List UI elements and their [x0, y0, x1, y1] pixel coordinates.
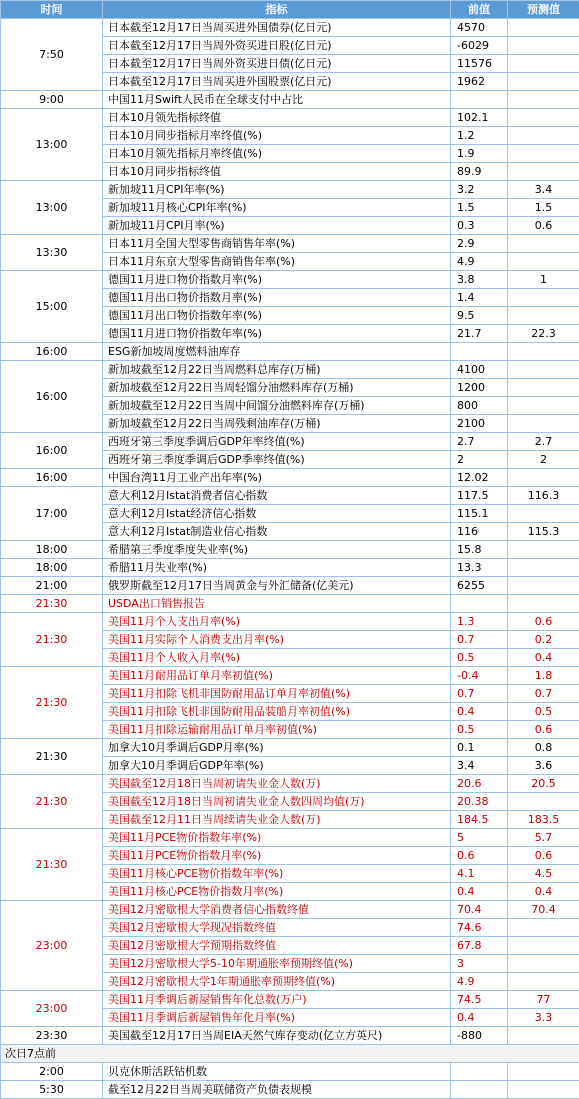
previous-value: 1200	[451, 379, 508, 397]
indicator-name: 加拿大10月季调后GDP月率(%)	[103, 739, 451, 757]
indicator-name: 贝克休斯活跃钻机数	[103, 1063, 451, 1081]
forecast-value: 0.7	[508, 685, 579, 703]
event-time: 23:00	[1, 991, 103, 1027]
table-row	[1, 595, 579, 613]
indicator-name: 美国截至12月18日当周初请失业金人数(万)	[103, 775, 451, 793]
indicator-name: 美国11月核心PCE物价指数月率(%)	[103, 883, 451, 901]
previous-value: 1.2	[451, 127, 508, 145]
table-row	[1, 487, 579, 505]
table-row	[1, 181, 579, 199]
previous-value: 0.4	[451, 883, 508, 901]
event-time: 23:30	[1, 1027, 103, 1045]
event-time: 16:00	[1, 469, 103, 487]
previous-value	[451, 91, 508, 109]
indicator-name: 美国11月PCE物价指数月率(%)	[103, 847, 451, 865]
indicator-name: 美国11月耐用品订单月率初值(%)	[103, 667, 451, 685]
previous-value: 3	[451, 955, 508, 973]
forecast-value	[508, 163, 579, 181]
indicator-name: 日本11月全国大型零售商销售年率(%)	[103, 235, 451, 253]
indicator-name: 新加坡截至12月22日当周燃料总库存(万桶)	[103, 361, 451, 379]
indicator-name: 美国11月个人收入月率(%)	[103, 649, 451, 667]
indicator-name: 美国12月密歇根大学1年期通胀率预期终值(%)	[103, 973, 451, 991]
previous-value: 15.8	[451, 541, 508, 559]
indicator-name: 新加坡11月核心CPI年率(%)	[103, 199, 451, 217]
previous-value: 4.9	[451, 973, 508, 991]
indicator-name: 日本10月同步指标月率终值(%)	[103, 127, 451, 145]
forecast-value	[508, 793, 579, 811]
previous-value: 11576	[451, 55, 508, 73]
previous-value: 1962	[451, 73, 508, 91]
forecast-value	[508, 973, 579, 991]
event-time: 16:00	[1, 361, 103, 433]
forecast-value	[508, 73, 579, 91]
previous-value: 4570	[451, 19, 508, 37]
table-row	[1, 739, 579, 757]
indicator-name: 中国台湾11月工业产出年率(%)	[103, 469, 451, 487]
indicator-name: 德国11月出口物价指数月率(%)	[103, 289, 451, 307]
forecast-value	[508, 397, 579, 415]
forecast-value: 1.8	[508, 667, 579, 685]
indicator-name: 美国11月实际个人消费支出月率(%)	[103, 631, 451, 649]
calendar-body	[1, 19, 579, 1099]
table-row	[1, 901, 579, 919]
previous-value	[451, 343, 508, 361]
indicator-name: 日本10月领先指标月率终值(%)	[103, 145, 451, 163]
previous-value: 0.7	[451, 685, 508, 703]
forecast-value	[508, 235, 579, 253]
previous-value: 0.5	[451, 721, 508, 739]
event-time: 21:30	[1, 595, 103, 613]
event-time: 13:30	[1, 235, 103, 271]
forecast-value	[508, 37, 579, 55]
indicator-name: 意大利12月Istat经济信心指数	[103, 505, 451, 523]
table-row	[1, 469, 579, 487]
previous-value: 12.02	[451, 469, 508, 487]
indicator-name: 新加坡截至12月22日当周残剩油库存(万桶)	[103, 415, 451, 433]
previous-value	[451, 1081, 508, 1099]
previous-value: 20.38	[451, 793, 508, 811]
table-row	[1, 91, 579, 109]
event-time: 21:30	[1, 667, 103, 739]
indicator-name: 德国11月进口物价指数年率(%)	[103, 325, 451, 343]
indicator-name: 美国12月密歇根大学消费者信心指数终值	[103, 901, 451, 919]
forecast-value	[508, 577, 579, 595]
previous-value: 0.4	[451, 703, 508, 721]
table-row	[1, 613, 579, 631]
table-row	[1, 667, 579, 685]
forecast-value: 0.6	[508, 847, 579, 865]
event-time: 15:00	[1, 271, 103, 343]
previous-value: 9.5	[451, 307, 508, 325]
indicator-name: 新加坡11月CPI月率(%)	[103, 217, 451, 235]
event-time: 17:00	[1, 487, 103, 541]
previous-value: 117.5	[451, 487, 508, 505]
indicator-name: 截至12月22日当周美联储资产负债表规模	[103, 1081, 451, 1099]
event-time: 16:00	[1, 343, 103, 361]
table-row	[1, 1081, 579, 1099]
forecast-value	[508, 91, 579, 109]
previous-value: -0.4	[451, 667, 508, 685]
indicator-name: 日本截至12月17日当周外资买进日股(亿日元)	[103, 37, 451, 55]
previous-value: 2	[451, 451, 508, 469]
indicator-name: 美国12月密歇根大学5-10年期通胀率预期终值(%)	[103, 955, 451, 973]
indicator-name: 新加坡截至12月22日当周轻馏分油燃料库存(万桶)	[103, 379, 451, 397]
previous-value: 0.4	[451, 1009, 508, 1027]
table-row	[1, 433, 579, 451]
forecast-value: 0.6	[508, 217, 579, 235]
forecast-value	[508, 469, 579, 487]
header-time: 时间	[1, 1, 103, 19]
previous-value: 1.9	[451, 145, 508, 163]
forecast-value: 3.4	[508, 181, 579, 199]
forecast-value	[508, 253, 579, 271]
previous-value: 74.5	[451, 991, 508, 1009]
table-row	[1, 1063, 579, 1081]
indicator-name: 日本截至12月17日当周买进外国债券(亿日元)	[103, 19, 451, 37]
table-row	[1, 19, 579, 37]
indicator-name: 美国12月密歇根大学预期指数终值	[103, 937, 451, 955]
previous-value: 67.8	[451, 937, 508, 955]
event-time: 23:00	[1, 901, 103, 991]
previous-value: 74.6	[451, 919, 508, 937]
event-time: 13:00	[1, 181, 103, 235]
event-time: 18:00	[1, 559, 103, 577]
indicator-name: 希腊第三季度季度失业率(%)	[103, 541, 451, 559]
indicator-name: 美国11月PCE物价指数年率(%)	[103, 829, 451, 847]
indicator-name: 美国11月季调后新屋销售年化总数(万户)	[103, 991, 451, 1009]
previous-value: 70.4	[451, 901, 508, 919]
previous-value: 20.6	[451, 775, 508, 793]
forecast-value	[508, 937, 579, 955]
forecast-value: 0.4	[508, 649, 579, 667]
previous-value: 800	[451, 397, 508, 415]
forecast-value: 3.3	[508, 1009, 579, 1027]
previous-value: 184.5	[451, 811, 508, 829]
indicator-name: 德国11月出口物价指数年率(%)	[103, 307, 451, 325]
forecast-value: 0.2	[508, 631, 579, 649]
forecast-value: 183.5	[508, 811, 579, 829]
indicator-name: 意大利12月Istat制造业信心指数	[103, 523, 451, 541]
previous-value: 115.1	[451, 505, 508, 523]
forecast-value: 0.5	[508, 703, 579, 721]
forecast-value: 4.5	[508, 865, 579, 883]
table-row	[1, 1027, 579, 1045]
previous-value: 0.7	[451, 631, 508, 649]
forecast-value	[508, 307, 579, 325]
event-time: 16:00	[1, 433, 103, 469]
forecast-value	[508, 541, 579, 559]
indicator-name: 美国11月扣除飞机非国防耐用品订单月率初值(%)	[103, 685, 451, 703]
previous-value: 4100	[451, 361, 508, 379]
previous-value: 3.8	[451, 271, 508, 289]
previous-value: 2100	[451, 415, 508, 433]
event-time: 21:00	[1, 577, 103, 595]
previous-value: -6029	[451, 37, 508, 55]
indicator-name: 德国11月进口物价指数月率(%)	[103, 271, 451, 289]
previous-value: 6255	[451, 577, 508, 595]
previous-value: 0.1	[451, 739, 508, 757]
event-time: 21:30	[1, 739, 103, 775]
indicator-name: 西班牙第三季度季调后GDP季率终值(%)	[103, 451, 451, 469]
indicator-name: ESG新加坡周度燃料油库存	[103, 343, 451, 361]
indicator-name: 日本11月东京大型零售商销售年率(%)	[103, 253, 451, 271]
forecast-value: 116.3	[508, 487, 579, 505]
indicator-name: 美国12月密歇根大学现况指数终值	[103, 919, 451, 937]
forecast-value	[508, 127, 579, 145]
event-time: 21:30	[1, 613, 103, 667]
indicator-name: 西班牙第三季度季调后GDP年率终值(%)	[103, 433, 451, 451]
indicator-name: 日本截至12月17日当周买进外国股票(亿日元)	[103, 73, 451, 91]
header-prev: 前值	[451, 1, 508, 19]
forecast-value	[508, 415, 579, 433]
header-row	[1, 1, 579, 19]
next-day-band	[1, 1045, 579, 1063]
header-forecast: 预测值	[508, 1, 579, 19]
indicator-name: 新加坡11月CPI年率(%)	[103, 181, 451, 199]
header-indicator: 指标	[103, 1, 451, 19]
previous-value: 1.4	[451, 289, 508, 307]
forecast-value: 0.4	[508, 883, 579, 901]
indicator-name: 日本截至12月17日当周外资买进日债(亿日元)	[103, 55, 451, 73]
table-row	[1, 775, 579, 793]
table-row	[1, 559, 579, 577]
indicator-name: 日本10月同步指标终值	[103, 163, 451, 181]
table-row	[1, 271, 579, 289]
event-time: 5:30	[1, 1081, 103, 1099]
forecast-value	[508, 1027, 579, 1045]
previous-value: 1.5	[451, 199, 508, 217]
forecast-value	[508, 361, 579, 379]
indicator-name: 俄罗斯截至12月17日当周黄金与外汇储备(亿美元)	[103, 577, 451, 595]
forecast-value: 77	[508, 991, 579, 1009]
forecast-value	[508, 595, 579, 613]
previous-value: 0.3	[451, 217, 508, 235]
event-time: 21:30	[1, 775, 103, 829]
indicator-name: 新加坡截至12月22日当周中间馏分油燃料库存(万桶)	[103, 397, 451, 415]
forecast-value: 3.6	[508, 757, 579, 775]
indicator-name: 美国截至12月18日当周初请失业金人数四周均值(万)	[103, 793, 451, 811]
indicator-name: 中国11月Swift人民币在全球支付中占比	[103, 91, 451, 109]
forecast-value	[508, 289, 579, 307]
forecast-value	[508, 19, 579, 37]
previous-value: 0.6	[451, 847, 508, 865]
forecast-value: 2	[508, 451, 579, 469]
event-time: 13:00	[1, 109, 103, 181]
indicator-name: 日本10月领先指标终值	[103, 109, 451, 127]
previous-value: 1.3	[451, 613, 508, 631]
table-row	[1, 361, 579, 379]
forecast-value	[508, 145, 579, 163]
previous-value: 3.2	[451, 181, 508, 199]
forecast-value: 1.5	[508, 199, 579, 217]
forecast-value: 70.4	[508, 901, 579, 919]
previous-value: -880	[451, 1027, 508, 1045]
table-row	[1, 829, 579, 847]
forecast-value: 22.3	[508, 325, 579, 343]
previous-value	[451, 1063, 508, 1081]
event-time: 21:30	[1, 829, 103, 901]
table-row	[1, 235, 579, 253]
indicator-name: 美国11月核心PCE物价指数年率(%)	[103, 865, 451, 883]
forecast-value: 0.8	[508, 739, 579, 757]
forecast-value	[508, 1063, 579, 1081]
next-day-label: 次日7点前	[1, 1045, 579, 1063]
previous-value: 13.3	[451, 559, 508, 577]
forecast-value	[508, 379, 579, 397]
forecast-value	[508, 505, 579, 523]
forecast-value: 0.6	[508, 613, 579, 631]
previous-value	[451, 595, 508, 613]
table-row	[1, 577, 579, 595]
indicator-name: 意大利12月Istat消费者信心指数	[103, 487, 451, 505]
previous-value: 5	[451, 829, 508, 847]
forecast-value: 1	[508, 271, 579, 289]
previous-value: 89.9	[451, 163, 508, 181]
table-row	[1, 343, 579, 361]
table-row	[1, 991, 579, 1009]
forecast-value: 0.6	[508, 721, 579, 739]
indicator-name: 美国11月个人支出月率(%)	[103, 613, 451, 631]
table-row	[1, 109, 579, 127]
indicator-name: 加拿大10月季调后GDP年率(%)	[103, 757, 451, 775]
forecast-value: 115.3	[508, 523, 579, 541]
event-time: 7:50	[1, 19, 103, 91]
indicator-name: 美国截至12月11日当周续请失业金人数(万)	[103, 811, 451, 829]
forecast-value: 5.7	[508, 829, 579, 847]
previous-value: 21.7	[451, 325, 508, 343]
indicator-name: USDA出口销售报告	[103, 595, 451, 613]
forecast-value: 20.5	[508, 775, 579, 793]
previous-value: 4.1	[451, 865, 508, 883]
previous-value: 2.9	[451, 235, 508, 253]
previous-value: 116	[451, 523, 508, 541]
previous-value: 0.5	[451, 649, 508, 667]
previous-value: 4.9	[451, 253, 508, 271]
indicator-name: 美国11月扣除运输耐用品订单月率初值(%)	[103, 721, 451, 739]
forecast-value	[508, 343, 579, 361]
event-time: 9:00	[1, 91, 103, 109]
indicator-name: 希腊11月失业率(%)	[103, 559, 451, 577]
forecast-value	[508, 955, 579, 973]
indicator-name: 美国11月季调后新屋销售年化月率(%)	[103, 1009, 451, 1027]
previous-value: 3.4	[451, 757, 508, 775]
previous-value: 102.1	[451, 109, 508, 127]
table-row	[1, 541, 579, 559]
indicator-name: 美国截至12月17日当周EIA天然气库存变动(亿立方英尺)	[103, 1027, 451, 1045]
event-time: 18:00	[1, 541, 103, 559]
forecast-value: 2.7	[508, 433, 579, 451]
forecast-value	[508, 1081, 579, 1099]
forecast-value	[508, 559, 579, 577]
forecast-value	[508, 109, 579, 127]
event-time: 2:00	[1, 1063, 103, 1081]
forecast-value	[508, 55, 579, 73]
forecast-value	[508, 919, 579, 937]
previous-value: 2.7	[451, 433, 508, 451]
indicator-name: 美国11月扣除飞机非国防耐用品装船月率初值(%)	[103, 703, 451, 721]
